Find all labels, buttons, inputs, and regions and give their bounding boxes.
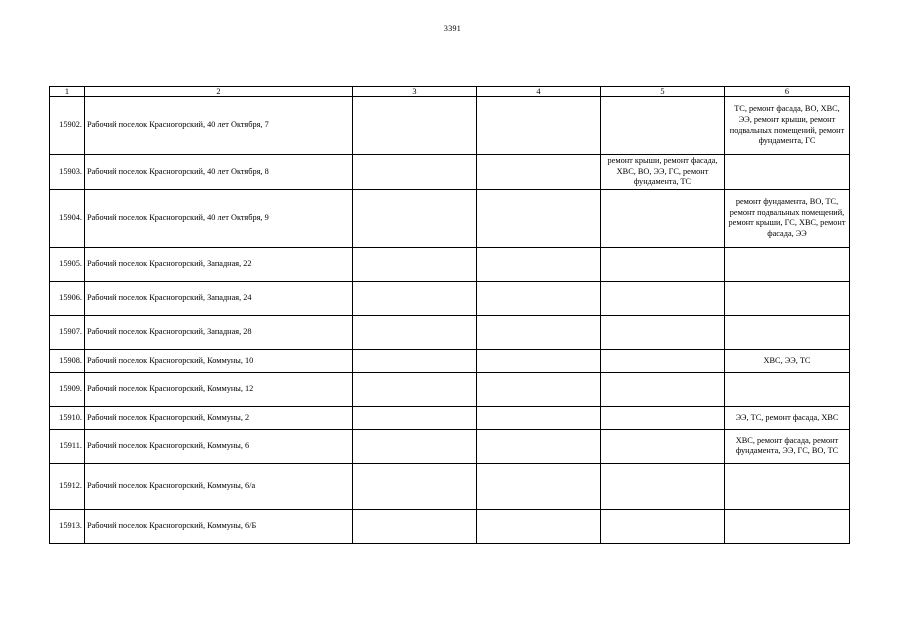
row-col-3 (353, 281, 477, 315)
row-col-4 (477, 315, 601, 349)
column-header-3: 3 (353, 87, 477, 97)
row-col-5 (601, 406, 725, 429)
row-col-3 (353, 509, 477, 543)
row-col-4 (477, 406, 601, 429)
row-col-3 (353, 406, 477, 429)
row-number: 15903. (50, 155, 85, 190)
table-row (50, 189, 850, 247)
row-col-4 (477, 97, 601, 155)
row-col-5 (601, 247, 725, 281)
row-number: 15912. (50, 463, 85, 509)
table-row (50, 429, 850, 463)
row-col-3 (353, 189, 477, 247)
row-col-6 (725, 247, 850, 281)
row-col-5 (601, 97, 725, 155)
row-col-3 (353, 429, 477, 463)
row-col-6 (725, 509, 850, 543)
row-address: Рабочий поселок Красногорский, Коммуны, 6 (85, 429, 353, 463)
row-address: Рабочий поселок Красногорский, Западная, 28 (85, 315, 353, 349)
row-col-5 (601, 372, 725, 406)
column-header-1: 1 (50, 87, 85, 97)
row-number: 15905. (50, 247, 85, 281)
row-col-5 (601, 349, 725, 372)
row-col-4 (477, 463, 601, 509)
row-col-5 (601, 189, 725, 247)
row-address: Рабочий поселок Красногорский, Коммуны, 6/Б (85, 509, 353, 543)
row-col-4 (477, 281, 601, 315)
row-col-4 (477, 155, 601, 190)
row-address: Рабочий поселок Красногорский, Коммуны, 2 (85, 406, 353, 429)
row-address: Рабочий поселок Красногорский, Коммуны, 6/а (85, 463, 353, 509)
row-number: 15913. (50, 509, 85, 543)
column-header-2: 2 (85, 87, 353, 97)
header-row (50, 87, 850, 97)
row-col-6: ХВС, ЭЭ, ТС (725, 349, 850, 372)
row-number: 15910. (50, 406, 85, 429)
registry-table (49, 86, 850, 544)
row-col-3 (353, 155, 477, 190)
column-header-6: 6 (725, 87, 850, 97)
row-address: Рабочий поселок Красногорский, 40 лет Октября, 8 (85, 155, 353, 190)
row-address: Рабочий поселок Красногорский, Западная, 22 (85, 247, 353, 281)
row-col-6 (725, 155, 850, 190)
row-number: 15907. (50, 315, 85, 349)
row-col-5 (601, 509, 725, 543)
page-number: 3391 (443, 24, 462, 33)
row-col-3 (353, 97, 477, 155)
row-address: Рабочий поселок Красногорский, 40 лет Октября, 9 (85, 189, 353, 247)
row-number: 15904. (50, 189, 85, 247)
row-col-6: ХВС, ремонт фасада, ремонт фундамента, ЭЭ, ГС, ВО, ТС (725, 429, 850, 463)
table-row (50, 349, 850, 372)
row-col-6 (725, 315, 850, 349)
column-header-5: 5 (601, 87, 725, 97)
row-col-6 (725, 463, 850, 509)
row-col-5 (601, 281, 725, 315)
row-col-5 (601, 315, 725, 349)
table-row (50, 372, 850, 406)
row-address: Рабочий поселок Красногорский, Коммуны, 12 (85, 372, 353, 406)
row-col-5: ремонт крыши, ремонт фасада, ХВС, ВО, ЭЭ, ГС, ремонт фундамента, ТС (601, 155, 725, 190)
table-row (50, 247, 850, 281)
row-col-5 (601, 463, 725, 509)
row-col-4 (477, 247, 601, 281)
row-number: 15909. (50, 372, 85, 406)
row-address: Рабочий поселок Красногорский, Коммуны, 10 (85, 349, 353, 372)
row-col-5 (601, 429, 725, 463)
row-col-6 (725, 281, 850, 315)
row-address: Рабочий поселок Красногорский, Западная, 24 (85, 281, 353, 315)
column-header-4: 4 (477, 87, 601, 97)
row-number: 15911. (50, 429, 85, 463)
row-col-6 (725, 372, 850, 406)
row-col-4 (477, 429, 601, 463)
row-col-6: ТС, ремонт фасада, ВО, ХВС, ЭЭ, ремонт крыши, ремонт подвальных помещений, ремонт фундамента, ГС (725, 97, 850, 155)
row-number: 15906. (50, 281, 85, 315)
row-col-6: ремонт фундамента, ВО, ТС, ремонт подвальных помещений, ремонт крыши, ГС, ХВС, ремонт фасада, ЭЭ (725, 189, 850, 247)
table-row (50, 315, 850, 349)
row-col-4 (477, 509, 601, 543)
row-col-4 (477, 189, 601, 247)
table-row (50, 463, 850, 509)
row-number: 15902. (50, 97, 85, 155)
row-col-4 (477, 349, 601, 372)
table-row (50, 155, 850, 190)
row-col-3 (353, 463, 477, 509)
row-col-3 (353, 372, 477, 406)
row-address: Рабочий поселок Красногорский, 40 лет Октября, 7 (85, 97, 353, 155)
row-col-3 (353, 247, 477, 281)
table-row (50, 281, 850, 315)
table-row (50, 97, 850, 155)
row-col-3 (353, 349, 477, 372)
row-number: 15908. (50, 349, 85, 372)
row-col-4 (477, 372, 601, 406)
table-row (50, 509, 850, 543)
row-col-6: ЭЭ, ТС, ремонт фасада, ХВС (725, 406, 850, 429)
row-col-3 (353, 315, 477, 349)
table-row (50, 406, 850, 429)
